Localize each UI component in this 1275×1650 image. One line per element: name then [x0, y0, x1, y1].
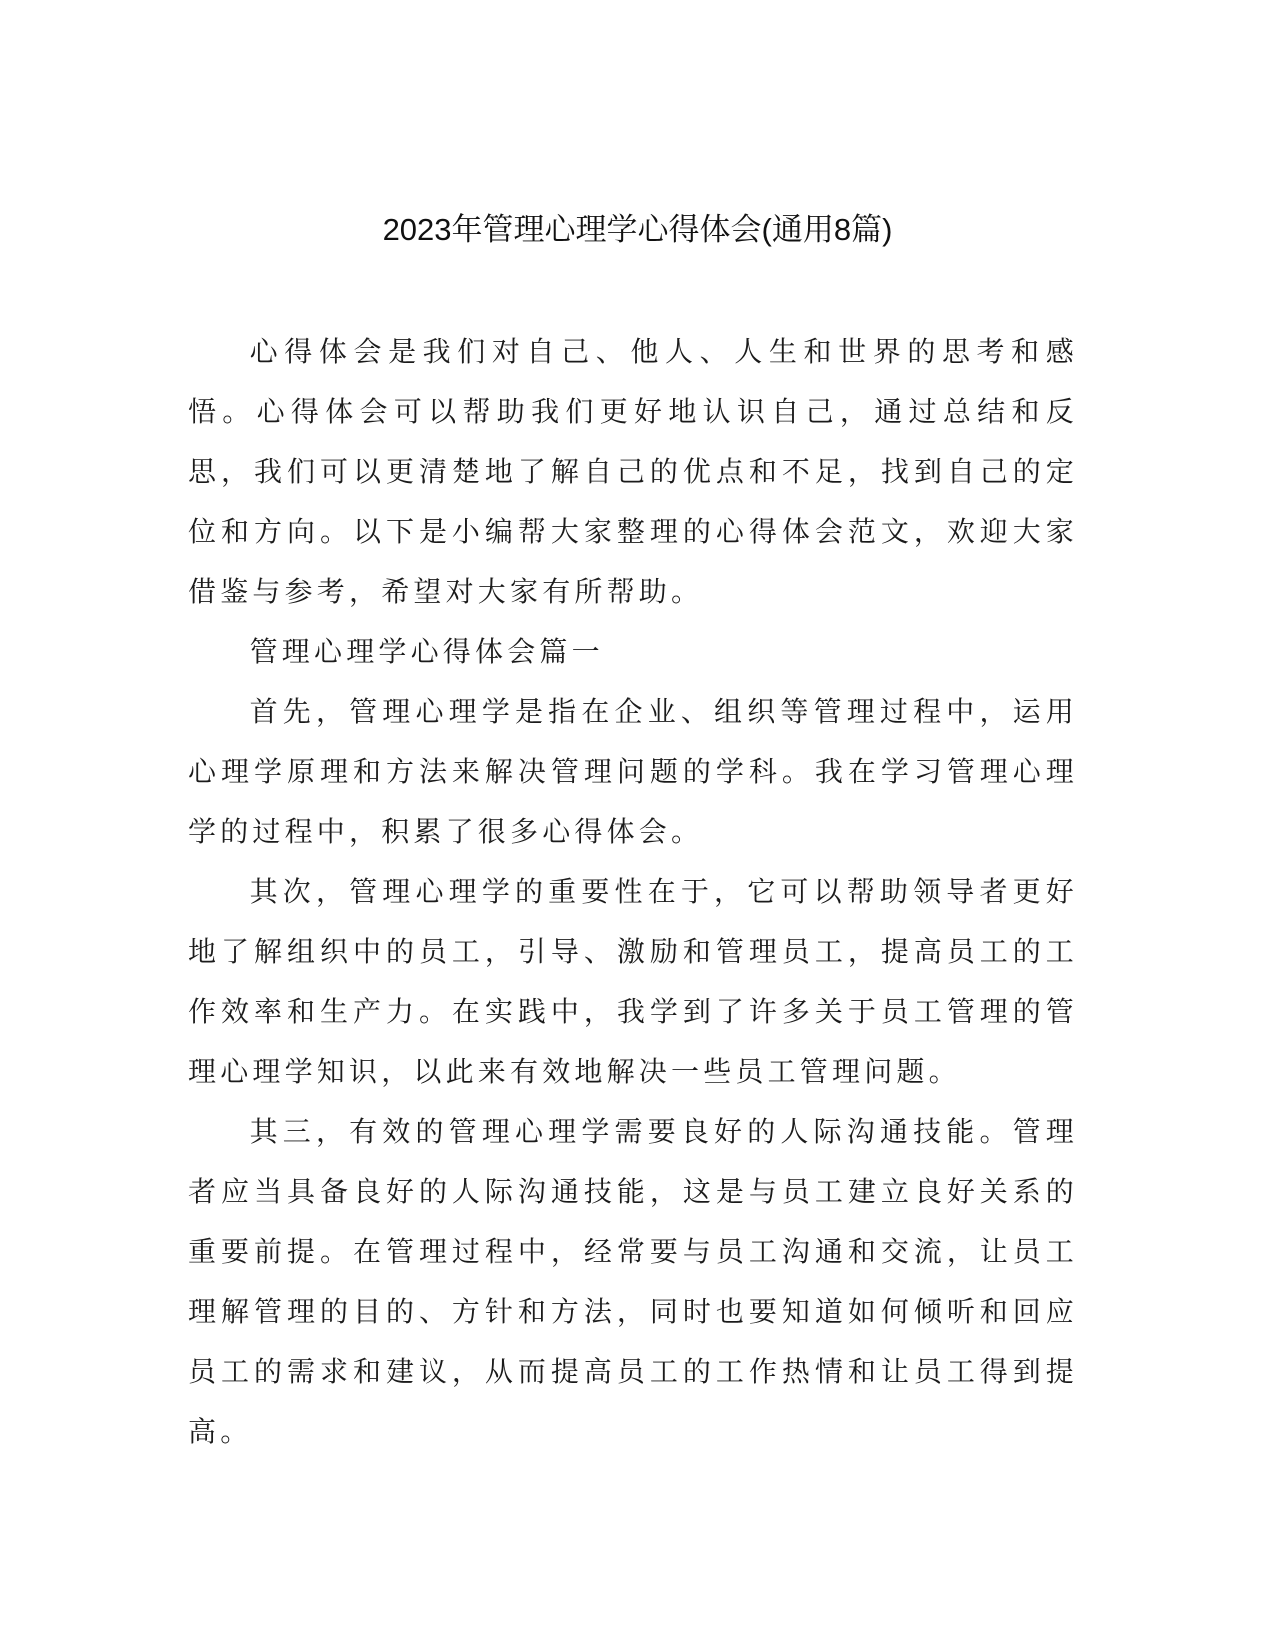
document-title: 2023年管理心理学心得体会(通用8篇): [382, 212, 893, 247]
section-heading: 管理心理学心得体会篇一: [249, 635, 604, 668]
intro-paragraph: 心得体会是我们对自己、他人、人生和世界的思考和感悟。心得体会可以帮助我们更好地认识自己，通过总结和反思，我们可以更清楚地了解自己的优点和不足，找到自己的定位和方向。以下是小编帮大家整理的心得体会范文，欢迎大家借鉴与参考，希望对大家有所帮助。: [188, 335, 1078, 608]
document-body: [188, 322, 1078, 1462]
body-paragraph: 其次，管理心理学的重要性在于，它可以帮助领导者更好地了解组织中的员工，引导、激励和管理员工，提高员工的工作效率和生产力。在实践中，我学到了许多关于员工管理的管理心理学知识，以此来有效地解决一些员工管理问题。: [188, 875, 1078, 1088]
body-paragraph: 其三，有效的管理心理学需要良好的人际沟通技能。管理者应当具备良好的人际沟通技能，这是与员工建立良好关系的重要前提。在管理过程中，经常要与员工沟通和交流，让员工理解管理的目的、方针和方法，同时也要知道如何倾听和回应员工的需求和建议，从而提高员工的工作热情和让员工得到提高。: [188, 1115, 1078, 1448]
body-paragraph: 首先，管理心理学是指在企业、组织等管理过程中，运用心理学原理和方法来解决管理问题的学科。我在学习管理心理学的过程中，积累了很多心得体会。: [188, 695, 1078, 848]
